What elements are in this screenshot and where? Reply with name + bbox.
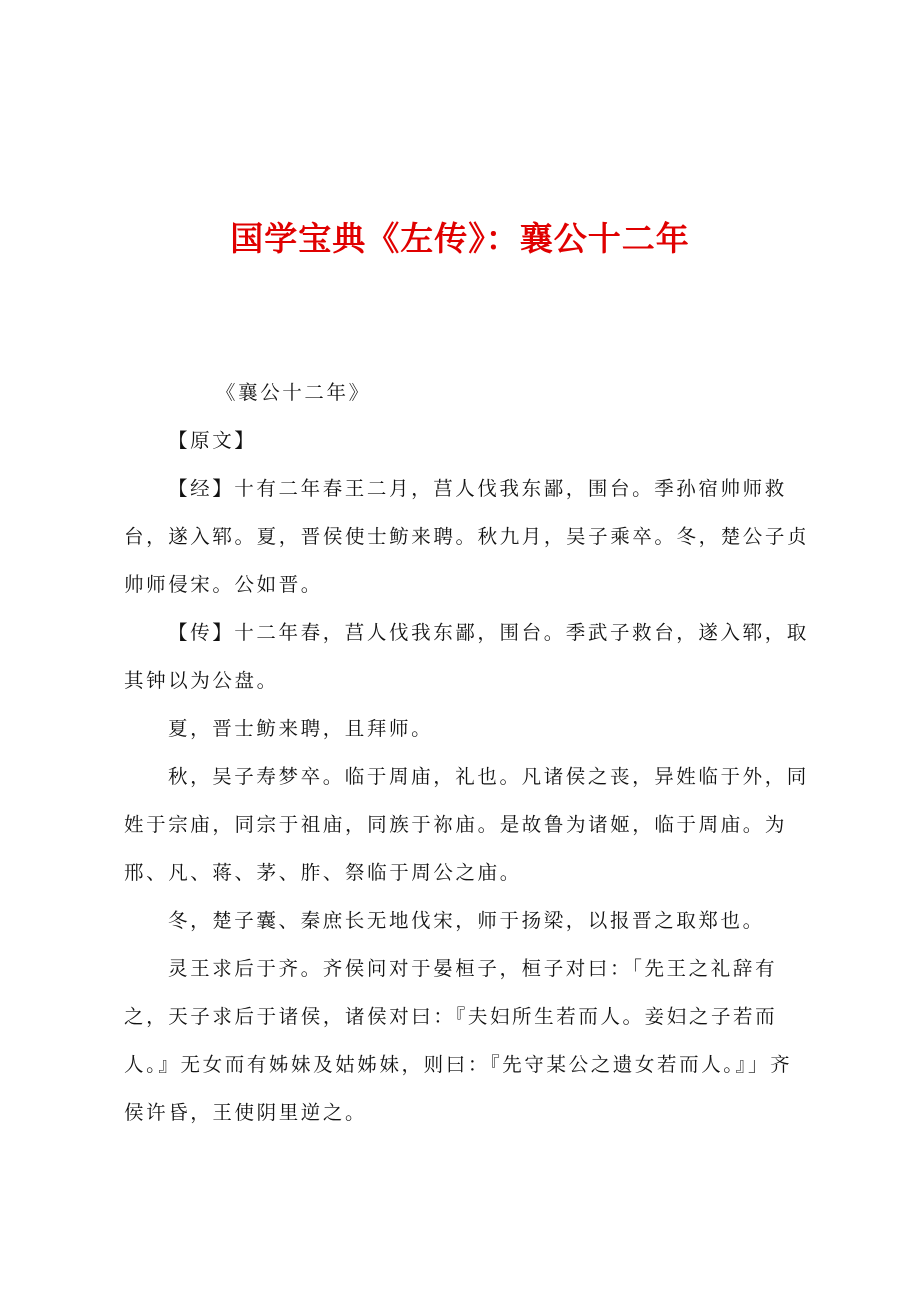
section-subtitle: 《襄公十二年》 [216,381,371,404]
document-body [124,369,814,1137]
jing-paragraph: 【经】十有二年春王二月，莒人伐我东鄙，围台。季孙宿帅师救台，遂入郓。夏，晋侯使士鲂来聘。秋九月，吴子乘卒。冬，楚公子贞帅师侵宋。公如晋。 [124,477,810,596]
lingwang-paragraph: 灵王求后于齐。齐侯问对于晏桓子，桓子对曰：「先王之礼辞有之，天子求后于诸侯，诸侯对曰：『夫妇所生若而人。妾妇之子若而人。』无女而有姊妹及姑姊妹，则曰：『先守某公之遗女若而人。』」齐侯许昏，王使阴里逆之。 [124,957,793,1124]
zhuan-paragraph: 【传】十二年春，莒人伐我东鄙，围台。季武子救台，遂入郓，取其钟以为公盘。 [124,621,809,692]
summer-paragraph: 夏，晋士鲂来聘，且拜师。 [168,717,434,740]
document-title: 国学宝典《左传》：襄公十二年 [230,219,690,259]
winter-paragraph: 冬，楚子囊、秦庶长无地伐宋，师于扬梁，以报晋之取郑也。 [168,909,765,932]
original-text-heading: 【原文】 [168,429,257,452]
autumn-paragraph: 秋，吴子寿梦卒。临于周庙，礼也。凡诸侯之丧，异姓临于外，同姓于宗庙，同宗于祖庙，同族于祢庙。是故鲁为诸姬，临于周庙。为邢、凡、蒋、茅、胙、祭临于周公之庙。 [124,765,809,884]
